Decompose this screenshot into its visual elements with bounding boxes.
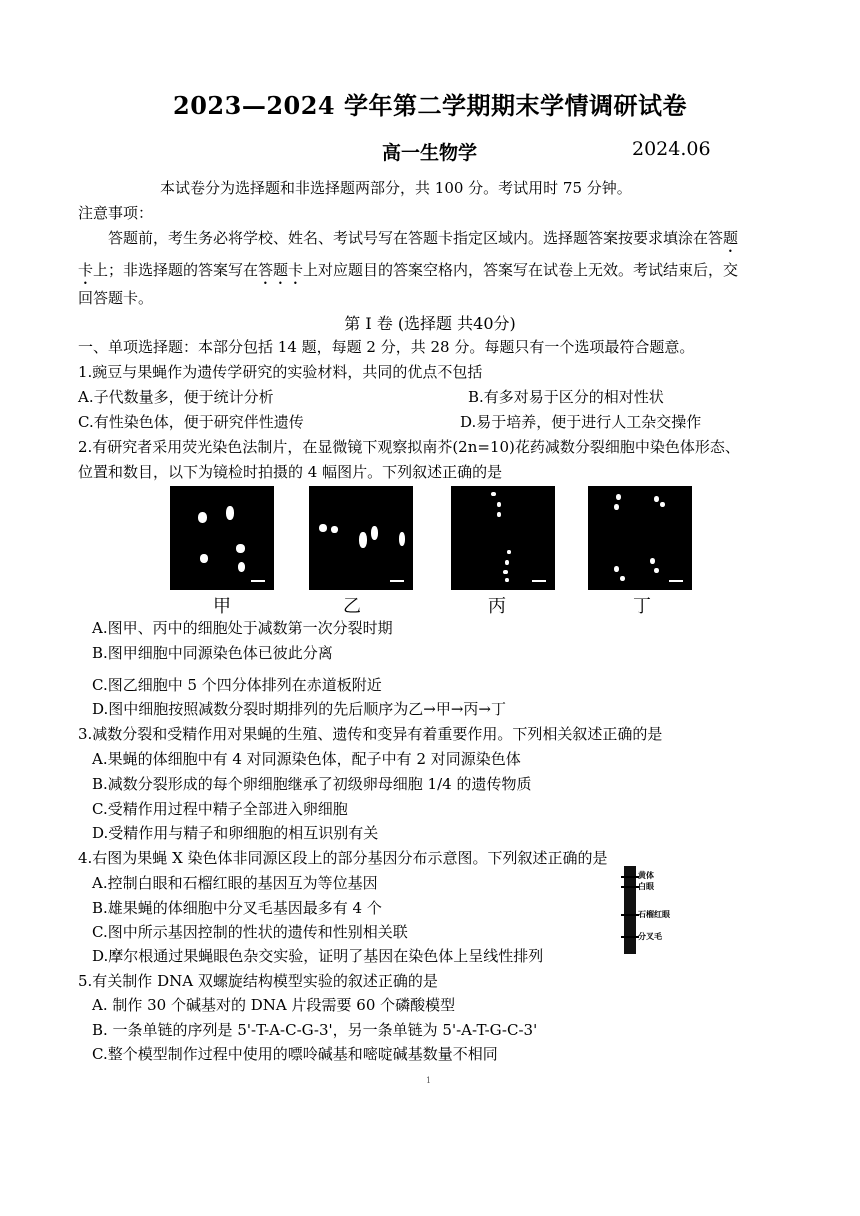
q5-stem: 5.有关制作 DNA 双螺旋结构模型实验的叙述正确的是	[78, 972, 438, 990]
q4-option-b: B.雄果蝇的体细胞中分叉毛基因最多有 4 个	[92, 899, 382, 917]
q2-option-a: A.图甲、丙中的细胞处于减数第一次分裂时期	[92, 619, 393, 637]
q2-option-c: C.图乙细胞中 5 个四分体排列在赤道板附近	[92, 676, 382, 694]
q3-option-a: A.果蝇的体细胞中有 4 对同源染色体，配子中有 2 对同源染色体	[92, 750, 521, 768]
q4-option-c: C.图中所示基因控制的性状的遗传和性别相关联	[92, 923, 408, 941]
q4-stem: 4.右图为果蝇 X 染色体非同源区段上的部分基因分布示意图。下列叙述正确的是	[78, 849, 608, 867]
q1-stem: 1.豌豆与果蝇作为遗传学研究的实验材料，共同的优点不包括	[78, 363, 483, 381]
notes-line-1: 答题前，考生务必将学校、姓名、考试号写在答题卡指定区域内。选择题答案按要求填涂在答题	[108, 229, 739, 247]
intro-text: 本试卷分为选择题和非选择题两部分，共 100 分。考试用时 75 分钟。	[160, 179, 632, 197]
section-title: 第 Ⅰ 卷 (选择题 共40分)	[344, 314, 516, 333]
notes-line-2: 卡上；非选择题的答案写在答题卡上对应题目的答案空格内，答案写在试卷上无效。考试结束后，交	[78, 261, 739, 279]
q5-option-a: A. 制作 30 个碱基对的 DNA 片段需要 60 个磷酸模型	[92, 996, 456, 1014]
q4-option-d: D.摩尔根通过果蝇眼色杂交实验，证明了基因在染色体上呈线性排列	[92, 947, 544, 965]
figure-label-jia: 甲	[213, 596, 231, 617]
q1-option-b: B.有多对易于区分的相对性状	[468, 388, 664, 406]
micrograph-yi	[309, 486, 413, 590]
figure-label-yi: 乙	[343, 596, 361, 617]
gene-label-garnet-eye: 石榴红眼	[638, 910, 670, 919]
q2-stem-2: 位置和数目，以下为镜检时拍摄的 4 幅图片。下列叙述正确的是	[78, 463, 503, 481]
q3-stem: 3.减数分裂和受精作用对果蝇的生殖、遗传和变异有着重要作用。下列相关叙述正确的是	[78, 725, 663, 743]
subject-label: 高一生物学	[382, 142, 478, 164]
notes-heading: 注意事项：	[78, 204, 154, 222]
section-instruction: 一、单项选择题：本部分包括 14 题，每题 2 分，共 28 分。每题只有一个选项最符合题意。	[78, 338, 695, 356]
q3-option-d: D.受精作用与精子和卵细胞的相互识别有关	[92, 824, 379, 842]
q5-option-c: C.整个模型制作过程中使用的嘌呤碱基和嘧啶碱基数量不相同	[92, 1045, 498, 1063]
figure-label-ding: 丁	[633, 596, 651, 617]
q1-option-d: D.易于培养，便于进行人工杂交操作	[460, 413, 702, 431]
gene-label-forked-bristle: 分叉毛	[638, 932, 662, 941]
micrograph-jia	[170, 486, 274, 590]
figure-label-bing: 丙	[488, 596, 506, 617]
q2-option-d: D.图中细胞按照减数分裂时期排列的先后顺序为乙→甲→丙→丁	[92, 700, 506, 718]
x-chromosome-diagram	[624, 866, 636, 954]
q2-option-b: B.图甲细胞中同源染色体已彼此分离	[92, 644, 333, 662]
micrograph-bing	[451, 486, 555, 590]
notes-line-3: 回答题卡。	[78, 289, 154, 307]
micrograph-ding	[588, 486, 692, 590]
q3-option-b: B.减数分裂形成的每个卵细胞继承了初级卵母细胞 1/4 的遗传物质	[92, 775, 532, 793]
q1-option-c: C.有性染色体，便于研究伴性遗传	[78, 413, 304, 431]
q5-option-b: B. 一条单链的序列是 5'-T-A-C-G-3'，另一条单链为 5'-A-T-G-C-3'	[92, 1021, 538, 1039]
exam-title: 2023—2024 学年第二学期期末学情调研试卷	[173, 91, 687, 120]
exam-date: 2024.06	[632, 138, 711, 160]
q2-stem: 2.有研究者采用荧光染色法制片，在显微镜下观察拟南芥(2n=10)花药减数分裂细胞中染色体形态、	[78, 438, 740, 456]
gene-label-yellow-body: 黄体	[638, 871, 654, 880]
q3-option-c: C.受精作用过程中精子全部进入卵细胞	[92, 800, 348, 818]
page-number: 1	[426, 1076, 432, 1085]
q4-option-a: A.控制白眼和石榴红眼的基因互为等位基因	[92, 874, 378, 892]
gene-label-white-eye: 白眼	[638, 882, 654, 891]
q1-option-a: A.子代数量多，便于统计分析	[78, 388, 274, 406]
